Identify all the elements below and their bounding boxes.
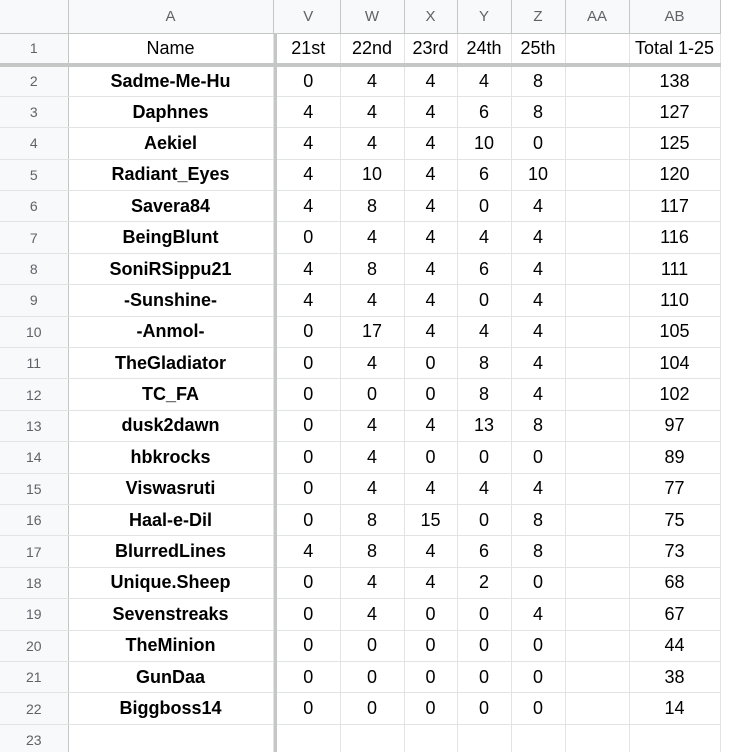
cell-w-header[interactable]: 22nd	[340, 33, 404, 65]
cell-w[interactable]: 0	[340, 630, 404, 661]
cell-aa[interactable]	[565, 693, 629, 724]
row-header[interactable]: 2	[0, 65, 68, 96]
row-header[interactable]: 11	[0, 348, 68, 379]
cell-name[interactable]: Sevenstreaks	[68, 599, 273, 630]
cell-name[interactable]: Unique.Sheep	[68, 567, 273, 598]
cell-y[interactable]: 8	[457, 348, 511, 379]
cell-aa[interactable]	[565, 661, 629, 692]
cell-w[interactable]: 0	[340, 661, 404, 692]
cell-z[interactable]: 4	[511, 285, 565, 316]
cell-aa[interactable]	[565, 191, 629, 222]
cell-z[interactable]: 4	[511, 473, 565, 504]
cell-name[interactable]: -Sunshine-	[68, 285, 273, 316]
cell-v[interactable]: 0	[277, 316, 340, 347]
cell-ab[interactable]: 73	[629, 536, 720, 567]
cell-z[interactable]: 4	[511, 191, 565, 222]
cell-y[interactable]: 6	[457, 159, 511, 190]
cell-x[interactable]: 0	[404, 661, 457, 692]
cell-ab[interactable]: 38	[629, 661, 720, 692]
cell-v[interactable]: 0	[277, 599, 340, 630]
table-row	[0, 379, 720, 410]
cell-z[interactable]: 4	[511, 316, 565, 347]
table-row	[0, 65, 720, 96]
cell-z[interactable]: 0	[511, 693, 565, 724]
column-header-row	[0, 0, 720, 33]
cell-aa[interactable]	[565, 96, 629, 127]
row-header[interactable]: 14	[0, 442, 68, 473]
cell-aa[interactable]	[565, 348, 629, 379]
row-header[interactable]: 12	[0, 379, 68, 410]
row-header[interactable]: 4	[0, 128, 68, 159]
cell-x-header[interactable]: 23rd	[404, 33, 457, 65]
cell-v[interactable]: 4	[277, 96, 340, 127]
cell-y[interactable]: 4	[457, 473, 511, 504]
table-row	[0, 410, 720, 441]
row-header[interactable]: 10	[0, 316, 68, 347]
cell-x[interactable]: 4	[404, 567, 457, 598]
cell-aa[interactable]	[565, 724, 629, 752]
cell-w[interactable]: 4	[340, 599, 404, 630]
column-header-x[interactable]: X	[404, 0, 457, 33]
table-row	[0, 473, 720, 504]
cell-name[interactable]: Biggboss14	[68, 693, 273, 724]
cell-name[interactable]: Sadme-Me-Hu	[68, 65, 273, 96]
cell-v[interactable]: 0	[277, 442, 340, 473]
cell-z[interactable]: 8	[511, 536, 565, 567]
cell-v-header[interactable]: 21st	[277, 33, 340, 65]
cell-ab[interactable]: 116	[629, 222, 720, 253]
cell-v[interactable]: 0	[277, 661, 340, 692]
column-header-w[interactable]: W	[340, 0, 404, 33]
cell-w[interactable]: 4	[340, 348, 404, 379]
row-header[interactable]: 20	[0, 630, 68, 661]
cell-x[interactable]: 4	[404, 96, 457, 127]
row-header[interactable]: 7	[0, 222, 68, 253]
cell-z[interactable]: 4	[511, 348, 565, 379]
cell-y[interactable]: 4	[457, 222, 511, 253]
cell-z[interactable]: 8	[511, 410, 565, 441]
cell-v[interactable]: 4	[277, 191, 340, 222]
cell-aa[interactable]	[565, 316, 629, 347]
cell-y[interactable]: 2	[457, 567, 511, 598]
cell-ab-header[interactable]: Total 1-25	[629, 33, 720, 65]
cell-x[interactable]: 4	[404, 222, 457, 253]
table-row	[0, 285, 720, 316]
cell-z[interactable]: 10	[511, 159, 565, 190]
row-header[interactable]: 17	[0, 536, 68, 567]
row-header[interactable]: 13	[0, 410, 68, 441]
row-header[interactable]: 3	[0, 96, 68, 127]
cell-w[interactable]: 4	[340, 65, 404, 96]
table-row	[0, 442, 720, 473]
cell-v[interactable]: 0	[277, 630, 340, 661]
cell-w[interactable]: 0	[340, 379, 404, 410]
cell-z[interactable]: 8	[511, 96, 565, 127]
cell-y[interactable]: 0	[457, 693, 511, 724]
cell-name[interactable]: Viswasruti	[68, 473, 273, 504]
table-row	[0, 630, 720, 661]
cell-x[interactable]: 0	[404, 442, 457, 473]
cell-x[interactable]: 4	[404, 128, 457, 159]
cell-y[interactable]: 8	[457, 379, 511, 410]
cell-w[interactable]: 4	[340, 96, 404, 127]
table-row	[0, 599, 720, 630]
row-header-1[interactable]: 1	[0, 33, 68, 65]
cell-v[interactable]: 0	[277, 65, 340, 96]
table-row	[0, 222, 720, 253]
cell-w[interactable]: 4	[340, 410, 404, 441]
cell-ab[interactable]: 125	[629, 128, 720, 159]
cell-w[interactable]: 10	[340, 159, 404, 190]
cell-aa[interactable]	[565, 159, 629, 190]
cell-ab[interactable]: 110	[629, 285, 720, 316]
table-row	[0, 348, 720, 379]
cell-v[interactable]: 0	[277, 473, 340, 504]
cell-ab[interactable]: 68	[629, 567, 720, 598]
cell-ab[interactable]: 111	[629, 253, 720, 284]
cell-x[interactable]	[404, 724, 457, 752]
cell-y[interactable]: 13	[457, 410, 511, 441]
cell-name[interactable]: SoniRSippu21	[68, 253, 273, 284]
row-header[interactable]: 8	[0, 253, 68, 284]
cell-z[interactable]: 8	[511, 65, 565, 96]
cell-z[interactable]: 0	[511, 128, 565, 159]
table-row	[0, 661, 720, 692]
row-header[interactable]: 16	[0, 504, 68, 535]
cell-aa[interactable]	[565, 630, 629, 661]
row-header[interactable]: 23	[0, 724, 68, 752]
row-header[interactable]: 15	[0, 473, 68, 504]
cell-aa[interactable]	[565, 128, 629, 159]
cell-name[interactable]: TC_FA	[68, 379, 273, 410]
cell-aa[interactable]	[565, 285, 629, 316]
cell-x[interactable]: 4	[404, 159, 457, 190]
cell-aa[interactable]	[565, 379, 629, 410]
cell-ab[interactable]: 14	[629, 693, 720, 724]
table-row	[0, 536, 720, 567]
cell-name[interactable]: TheMinion	[68, 630, 273, 661]
cell-aa[interactable]	[565, 599, 629, 630]
cell-v[interactable]: 4	[277, 253, 340, 284]
cell-ab[interactable]: 117	[629, 191, 720, 222]
cell-z[interactable]: 0	[511, 442, 565, 473]
cell-z[interactable]: 4	[511, 379, 565, 410]
row-header[interactable]: 21	[0, 661, 68, 692]
column-header-a[interactable]: A	[68, 0, 273, 33]
cell-z[interactable]: 4	[511, 599, 565, 630]
cell-name[interactable]: GunDaa	[68, 661, 273, 692]
cell-y[interactable]: 0	[457, 599, 511, 630]
cell-y[interactable]: 4	[457, 65, 511, 96]
cell-aa[interactable]	[565, 536, 629, 567]
table-row	[0, 724, 720, 752]
cell-x[interactable]: 4	[404, 253, 457, 284]
cell-x[interactable]: 4	[404, 316, 457, 347]
cell-y[interactable]: 0	[457, 630, 511, 661]
cell-w[interactable]: 17	[340, 316, 404, 347]
cell-aa[interactable]	[565, 504, 629, 535]
cell-aa[interactable]	[565, 473, 629, 504]
cell-y[interactable]: 6	[457, 96, 511, 127]
cell-w[interactable]: 8	[340, 504, 404, 535]
cell-y[interactable]: 0	[457, 504, 511, 535]
cell-name[interactable]: BeingBlunt	[68, 222, 273, 253]
cell-x[interactable]: 4	[404, 536, 457, 567]
cell-name[interactable]: -Anmol-	[68, 316, 273, 347]
cell-w[interactable]: 4	[340, 567, 404, 598]
cell-x[interactable]: 15	[404, 504, 457, 535]
row-header[interactable]: 18	[0, 567, 68, 598]
cell-name[interactable]: Savera84	[68, 191, 273, 222]
cell-w[interactable]: 4	[340, 222, 404, 253]
cell-z[interactable]: 0	[511, 567, 565, 598]
cell-v[interactable]: 0	[277, 504, 340, 535]
cell-ab[interactable]: 67	[629, 599, 720, 630]
cell-ab[interactable]: 120	[629, 159, 720, 190]
column-header-aa[interactable]: AA	[565, 0, 629, 33]
cell-x[interactable]: 4	[404, 285, 457, 316]
table-row	[0, 159, 720, 190]
cell-name[interactable]: Daphnes	[68, 96, 273, 127]
column-header-ab[interactable]: AB	[629, 0, 720, 33]
table-row	[0, 567, 720, 598]
cell-name[interactable]: hbkrocks	[68, 442, 273, 473]
column-header-y[interactable]: Y	[457, 0, 511, 33]
table-row	[0, 191, 720, 222]
cell-v[interactable]	[277, 724, 340, 752]
cell-ab[interactable]: 127	[629, 96, 720, 127]
cell-w[interactable]: 4	[340, 128, 404, 159]
table-row	[0, 504, 720, 535]
cell-w[interactable]: 4	[340, 473, 404, 504]
cell-aa[interactable]	[565, 567, 629, 598]
row-header[interactable]: 22	[0, 693, 68, 724]
cell-y[interactable]	[457, 724, 511, 752]
cell-z[interactable]: 4	[511, 222, 565, 253]
cell-ab[interactable]: 104	[629, 348, 720, 379]
table-row	[0, 693, 720, 724]
cell-y[interactable]: 4	[457, 316, 511, 347]
cell-y[interactable]: 10	[457, 128, 511, 159]
cell-x[interactable]: 0	[404, 693, 457, 724]
select-all-corner[interactable]	[0, 0, 68, 33]
cell-name[interactable]: Radiant_Eyes	[68, 159, 273, 190]
cell-y[interactable]: 0	[457, 191, 511, 222]
header-data-row	[0, 33, 720, 65]
cell-z[interactable]	[511, 724, 565, 752]
cell-aa[interactable]	[565, 65, 629, 96]
cell-ab[interactable]: 138	[629, 65, 720, 96]
cell-v[interactable]: 4	[277, 285, 340, 316]
row-header[interactable]: 9	[0, 285, 68, 316]
cell-v[interactable]: 0	[277, 693, 340, 724]
column-header-z[interactable]: Z	[511, 0, 565, 33]
cell-x[interactable]: 4	[404, 410, 457, 441]
cell-w[interactable]: 4	[340, 285, 404, 316]
cell-v[interactable]: 0	[277, 379, 340, 410]
cell-w[interactable]: 8	[340, 191, 404, 222]
cell-aa[interactable]	[565, 253, 629, 284]
cell-y[interactable]: 0	[457, 285, 511, 316]
cell-y[interactable]: 6	[457, 536, 511, 567]
cell-y[interactable]: 6	[457, 253, 511, 284]
cell-v[interactable]: 0	[277, 222, 340, 253]
cell-w[interactable]: 8	[340, 536, 404, 567]
cell-aa-header[interactable]	[565, 33, 629, 65]
cell-w[interactable]: 4	[340, 442, 404, 473]
cell-ab[interactable]: 102	[629, 379, 720, 410]
cell-z[interactable]: 0	[511, 661, 565, 692]
cell-z-header[interactable]: 25th	[511, 33, 565, 65]
cell-z[interactable]: 8	[511, 504, 565, 535]
row-header[interactable]: 6	[0, 191, 68, 222]
cell-z[interactable]: 0	[511, 630, 565, 661]
cell-y[interactable]: 0	[457, 661, 511, 692]
table-row	[0, 128, 720, 159]
cell-ab[interactable]: 105	[629, 316, 720, 347]
table-row	[0, 96, 720, 127]
row-header[interactable]: 19	[0, 599, 68, 630]
cell-ab[interactable]: 97	[629, 410, 720, 441]
cell-v[interactable]: 4	[277, 128, 340, 159]
cell-y[interactable]: 0	[457, 442, 511, 473]
cell-aa[interactable]	[565, 222, 629, 253]
row-header[interactable]: 5	[0, 159, 68, 190]
cell-name[interactable]: Haal-e-Dil	[68, 504, 273, 535]
cell-ab[interactable]: 44	[629, 630, 720, 661]
cell-z[interactable]: 4	[511, 253, 565, 284]
cell-v[interactable]: 0	[277, 348, 340, 379]
cell-w[interactable]: 0	[340, 693, 404, 724]
cell-v[interactable]: 4	[277, 536, 340, 567]
cell-x[interactable]: 4	[404, 65, 457, 96]
cell-name[interactable]: Aekiel	[68, 128, 273, 159]
cell-v[interactable]: 4	[277, 159, 340, 190]
cell-ab[interactable]: 89	[629, 442, 720, 473]
column-header-v[interactable]: V	[277, 0, 340, 33]
cell-v[interactable]: 0	[277, 567, 340, 598]
cell-ab[interactable]: 77	[629, 473, 720, 504]
table-row	[0, 316, 720, 347]
cell-aa[interactable]	[565, 410, 629, 441]
cell-x[interactable]: 4	[404, 191, 457, 222]
cell-ab[interactable]: 75	[629, 504, 720, 535]
cell-name[interactable]: TheGladiator	[68, 348, 273, 379]
cell-x[interactable]: 0	[404, 379, 457, 410]
cell-name[interactable]: BlurredLines	[68, 536, 273, 567]
cell-x[interactable]: 0	[404, 599, 457, 630]
cell-y-header[interactable]: 24th	[457, 33, 511, 65]
cell-name[interactable]: dusk2dawn	[68, 410, 273, 441]
cell-w[interactable]: 8	[340, 253, 404, 284]
cell-x[interactable]: 4	[404, 473, 457, 504]
cell-v[interactable]: 0	[277, 410, 340, 441]
cell-ab[interactable]	[629, 724, 720, 752]
table-row	[0, 253, 720, 284]
cell-x[interactable]: 0	[404, 630, 457, 661]
cell-aa[interactable]	[565, 442, 629, 473]
cell-x[interactable]: 0	[404, 348, 457, 379]
cell-w[interactable]	[340, 724, 404, 752]
cell-name-header[interactable]: Name	[68, 33, 273, 65]
cell-name[interactable]	[68, 724, 273, 752]
